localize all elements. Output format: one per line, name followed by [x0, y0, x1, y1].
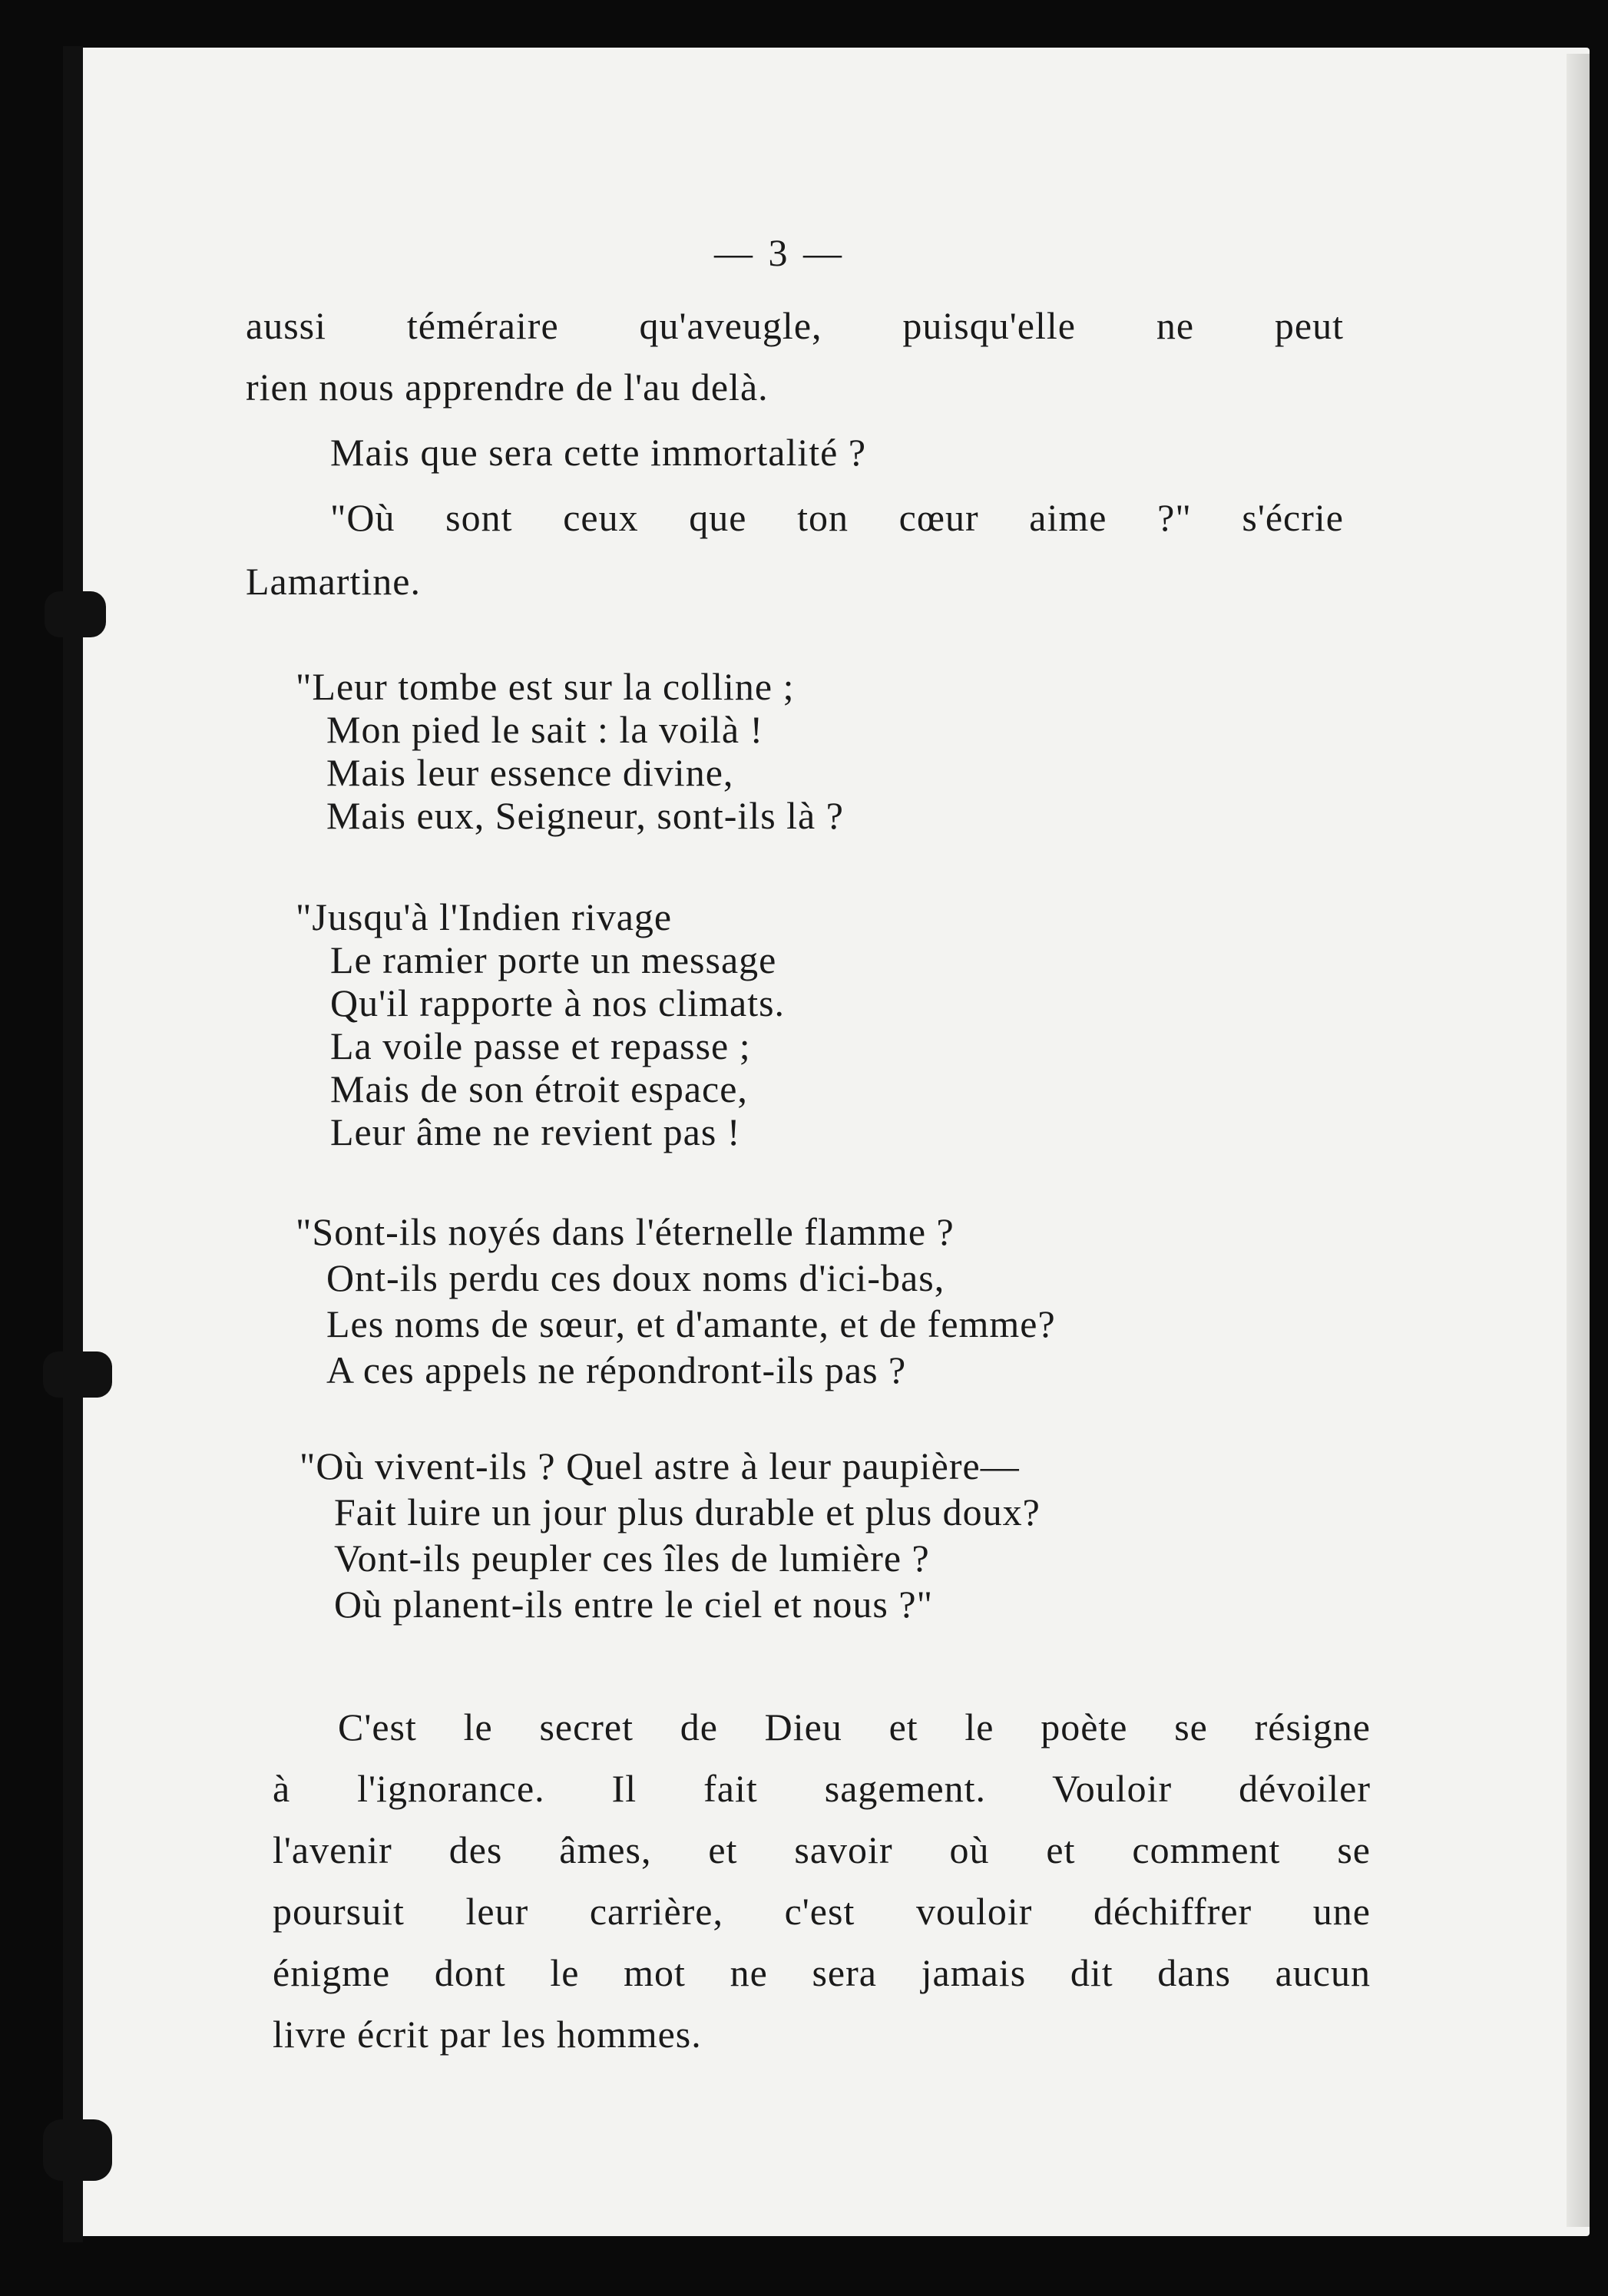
verse-line: Mon pied le sait : la voilà ! — [326, 708, 764, 751]
text-line: poursuit leur carrière, c'est vouloir déchiffrer une — [273, 1890, 1371, 1933]
text-line: Lamartine. — [246, 560, 421, 603]
text-line: Mais que sera cette immortalité ? — [330, 431, 867, 474]
binding-edge — [63, 46, 83, 2242]
text-line: à l'ignorance. Il fait sagement. Vouloir dévoiler — [273, 1767, 1371, 1810]
text-line: énigme dont le mot ne sera jamais dit dans aucun — [273, 1951, 1371, 1994]
verse-line: "Jusqu'à l'Indien rivage — [296, 895, 673, 938]
verse-line: Ont-ils perdu ces doux noms d'ici-bas, — [326, 1256, 945, 1299]
verse-line: Fait luire un jour plus durable et plus doux? — [334, 1490, 1041, 1533]
verse-line: A ces appels ne répondront-ils pas ? — [326, 1348, 907, 1391]
verse-line: Mais leur essence divine, — [326, 751, 734, 794]
verse-line: Où planent-ils entre le ciel et nous ?" — [334, 1583, 933, 1626]
verse-line: Le ramier porte un message — [330, 938, 777, 981]
text-line: l'avenir des âmes, et savoir où et comment se — [273, 1828, 1371, 1871]
verse-line: "Où vivent-ils ? Quel astre à leur paupière— — [299, 1444, 1020, 1487]
verse-line: "Leur tombe est sur la colline ; — [296, 665, 795, 708]
binding-stitch — [43, 2119, 112, 2181]
text-line: C'est le secret de Dieu et le poète se résigne — [338, 1705, 1371, 1748]
verse-line: "Sont-ils noyés dans l'éternelle flamme ? — [296, 1210, 955, 1253]
verse-line: Mais de son étroit espace, — [330, 1067, 748, 1110]
text-line: aussi téméraire qu'aveugle, puisqu'elle ne peut — [246, 304, 1344, 347]
verse-line: Vont-ils peupler ces îles de lumière ? — [334, 1537, 930, 1580]
text-line: rien nous apprendre de l'au delà. — [246, 366, 769, 409]
page-edge — [1567, 54, 1590, 2227]
verse-line: Les noms de sœur, et d'amante, et de femme? — [326, 1302, 1056, 1345]
verse-line: Mais eux, Seigneur, sont-ils là ? — [326, 794, 844, 837]
page-number: — 3 — — [714, 231, 845, 274]
text-line: "Où sont ceux que ton cœur aime ?" s'écrie — [330, 496, 1344, 539]
verse-line: Qu'il rapporte à nos climats. — [330, 981, 786, 1024]
verse-line: La voile passe et repasse ; — [330, 1024, 751, 1067]
binding-stitch — [43, 1351, 112, 1398]
binding-stitch — [45, 591, 106, 637]
verse-line: Leur âme ne revient pas ! — [330, 1110, 741, 1153]
text-line: livre écrit par les hommes. — [273, 2013, 702, 2056]
